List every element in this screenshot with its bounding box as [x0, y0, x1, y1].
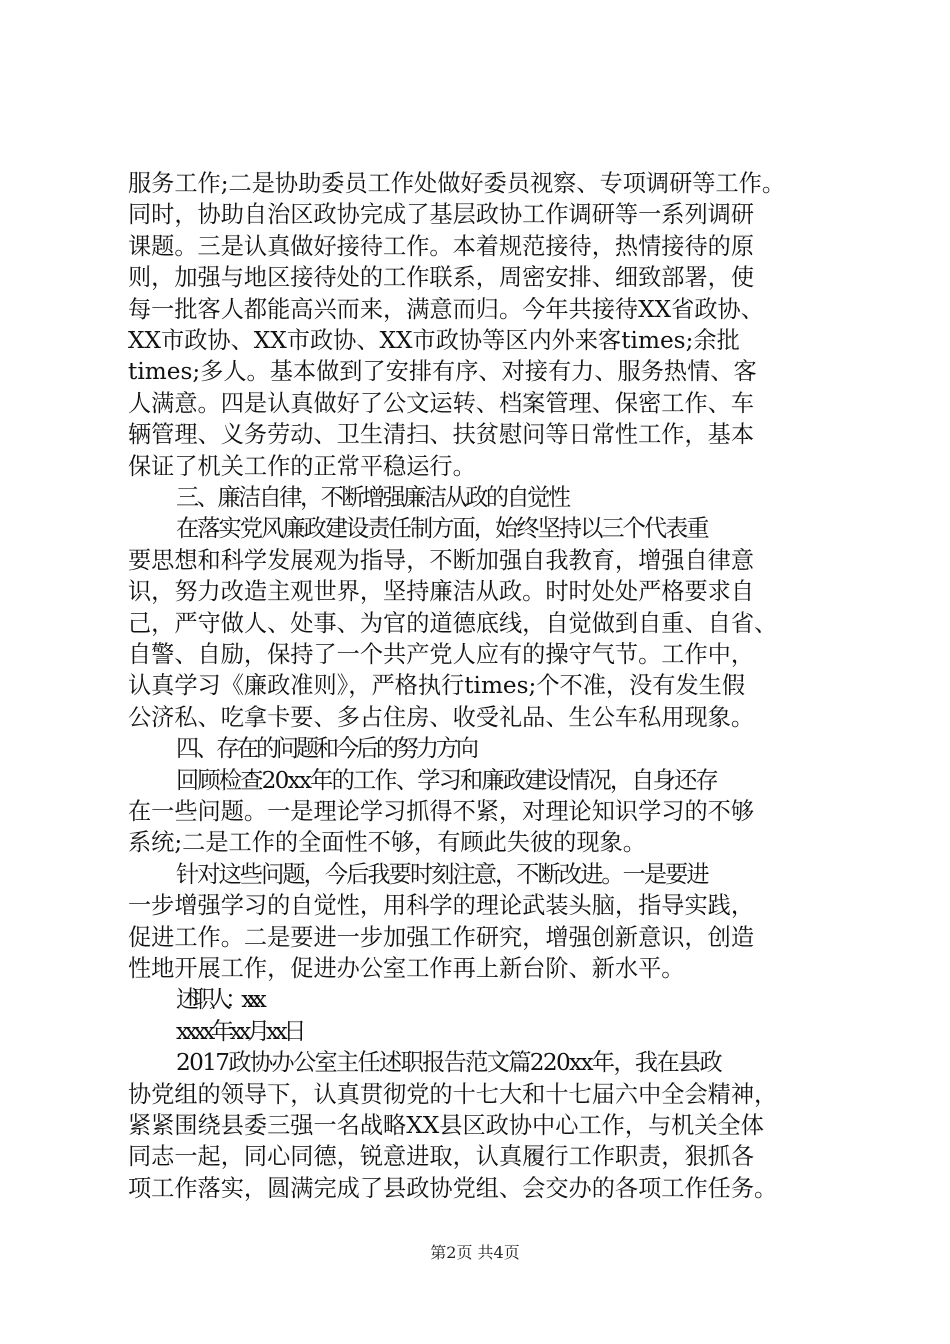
signature-line: 述职人：xxx — [176, 986, 260, 1014]
body-text-line: 性地开展工作，促进办公室工作再上新台阶、新水平。 — [128, 955, 685, 982]
body-text-line: 则，加强与地区接待处的工作联系，周密安排、细致部署，使 — [128, 264, 755, 292]
body-text-line: 同时，协助自治区政协完成了基层政协工作调研等一系列调研 — [128, 201, 755, 229]
body-text-line: 促进工作。二是要进一步加强工作研究，增强创新意识，创造 — [128, 923, 755, 951]
body-text-line: 每一批客人都能高兴而来，满意而归。今年共接待XX省政协、 — [128, 295, 764, 323]
body-text-line: 同志一起，同心同德，锐意进取，认真履行工作职责，狠抓各 — [128, 1143, 755, 1171]
body-text-line: 系统;二是工作的全面性不够，有顾此失彼的现象。 — [128, 829, 646, 857]
date-line: xxxx年xx月xx日 — [176, 1017, 303, 1045]
body-text-line: 一步增强学习的自觉性，用科学的理论武装头脑，指导实践， — [128, 892, 755, 920]
body-text-line: 要思想和科学发展观为指导，不断加强自我教育，增强自律意 — [128, 546, 755, 574]
body-text-line: 保证了机关工作的正常平稳运行。 — [128, 452, 476, 480]
body-text-line: 己，严守做人、处事、为官的道德底线，自觉做到自重、自省、 — [128, 609, 778, 637]
section-heading: 三、廉洁自律，不断增强廉洁从政的自觉性 — [176, 484, 569, 511]
body-text-line: 针对这些问题，今后我要时刻注意，不断改进。一是要进 — [176, 860, 708, 888]
body-text-line: 认真学习《廉政准则》，严格执行times;个不准，没有发生假 — [128, 672, 746, 700]
body-text-line: 协党组的领导下，认真贯彻党的十七大和十七届六中全会精神， — [128, 1080, 778, 1108]
body-text-line: 课题。三是认真做好接待工作。本着规范接待，热情接待的原 — [128, 232, 755, 260]
body-text-line: 项工作落实，圆满完成了县政协党组、会交办的各项工作任务。 — [128, 1174, 778, 1202]
body-text-line: 回顾检查20xx年的工作、学习和廉政建设情况，自身还存 — [176, 766, 717, 794]
page-footer: 第2页 共4页 — [430, 1243, 520, 1262]
body-text-line: 识，努力改造主观世界，坚持廉洁从政。时时处处严格要求自 — [128, 578, 755, 606]
body-text-line: 在一些问题。一是理论学习抓得不紧，对理论知识学习的不够 — [128, 798, 755, 825]
body-text-line: 人满意。四是认真做好了公文运转、档案管理、保密工作、车 — [128, 389, 755, 417]
body-text-line: XX市政协、XX市政协、XX市政协等区内外来客times;余批 — [128, 327, 740, 354]
body-text-line: 公济私、吃拿卡要、多占住房、收受礼品、生公车私用现象。 — [128, 703, 755, 731]
body-text-line: times;多人。基本做到了安排有序、对接有力、服务热情、客 — [128, 358, 757, 386]
body-text-line: 在落实党风廉政建设责任制方面，始终坚持以三个代表重 — [176, 515, 708, 543]
section-heading: 四、存在的问题和今后的努力方向 — [176, 735, 476, 763]
body-text-line: 2017政协办公室主任述职报告范文篇220xx年，我在县政 — [176, 1049, 722, 1077]
body-text-line: 自警、自励，保持了一个共产党人应有的操守气节。工作中， — [128, 641, 755, 668]
body-text-line: 服务工作;二是协助委员工作处做好委员视察、专项调研等工作。 — [128, 170, 786, 197]
body-text-line: 紧紧围绕县委三强一名战略XX县区政协中心工作，与机关全体 — [128, 1112, 764, 1139]
body-text-line: 辆管理、义务劳动、卫生清扫、扶贫慰问等日常性工作，基本 — [128, 421, 755, 449]
